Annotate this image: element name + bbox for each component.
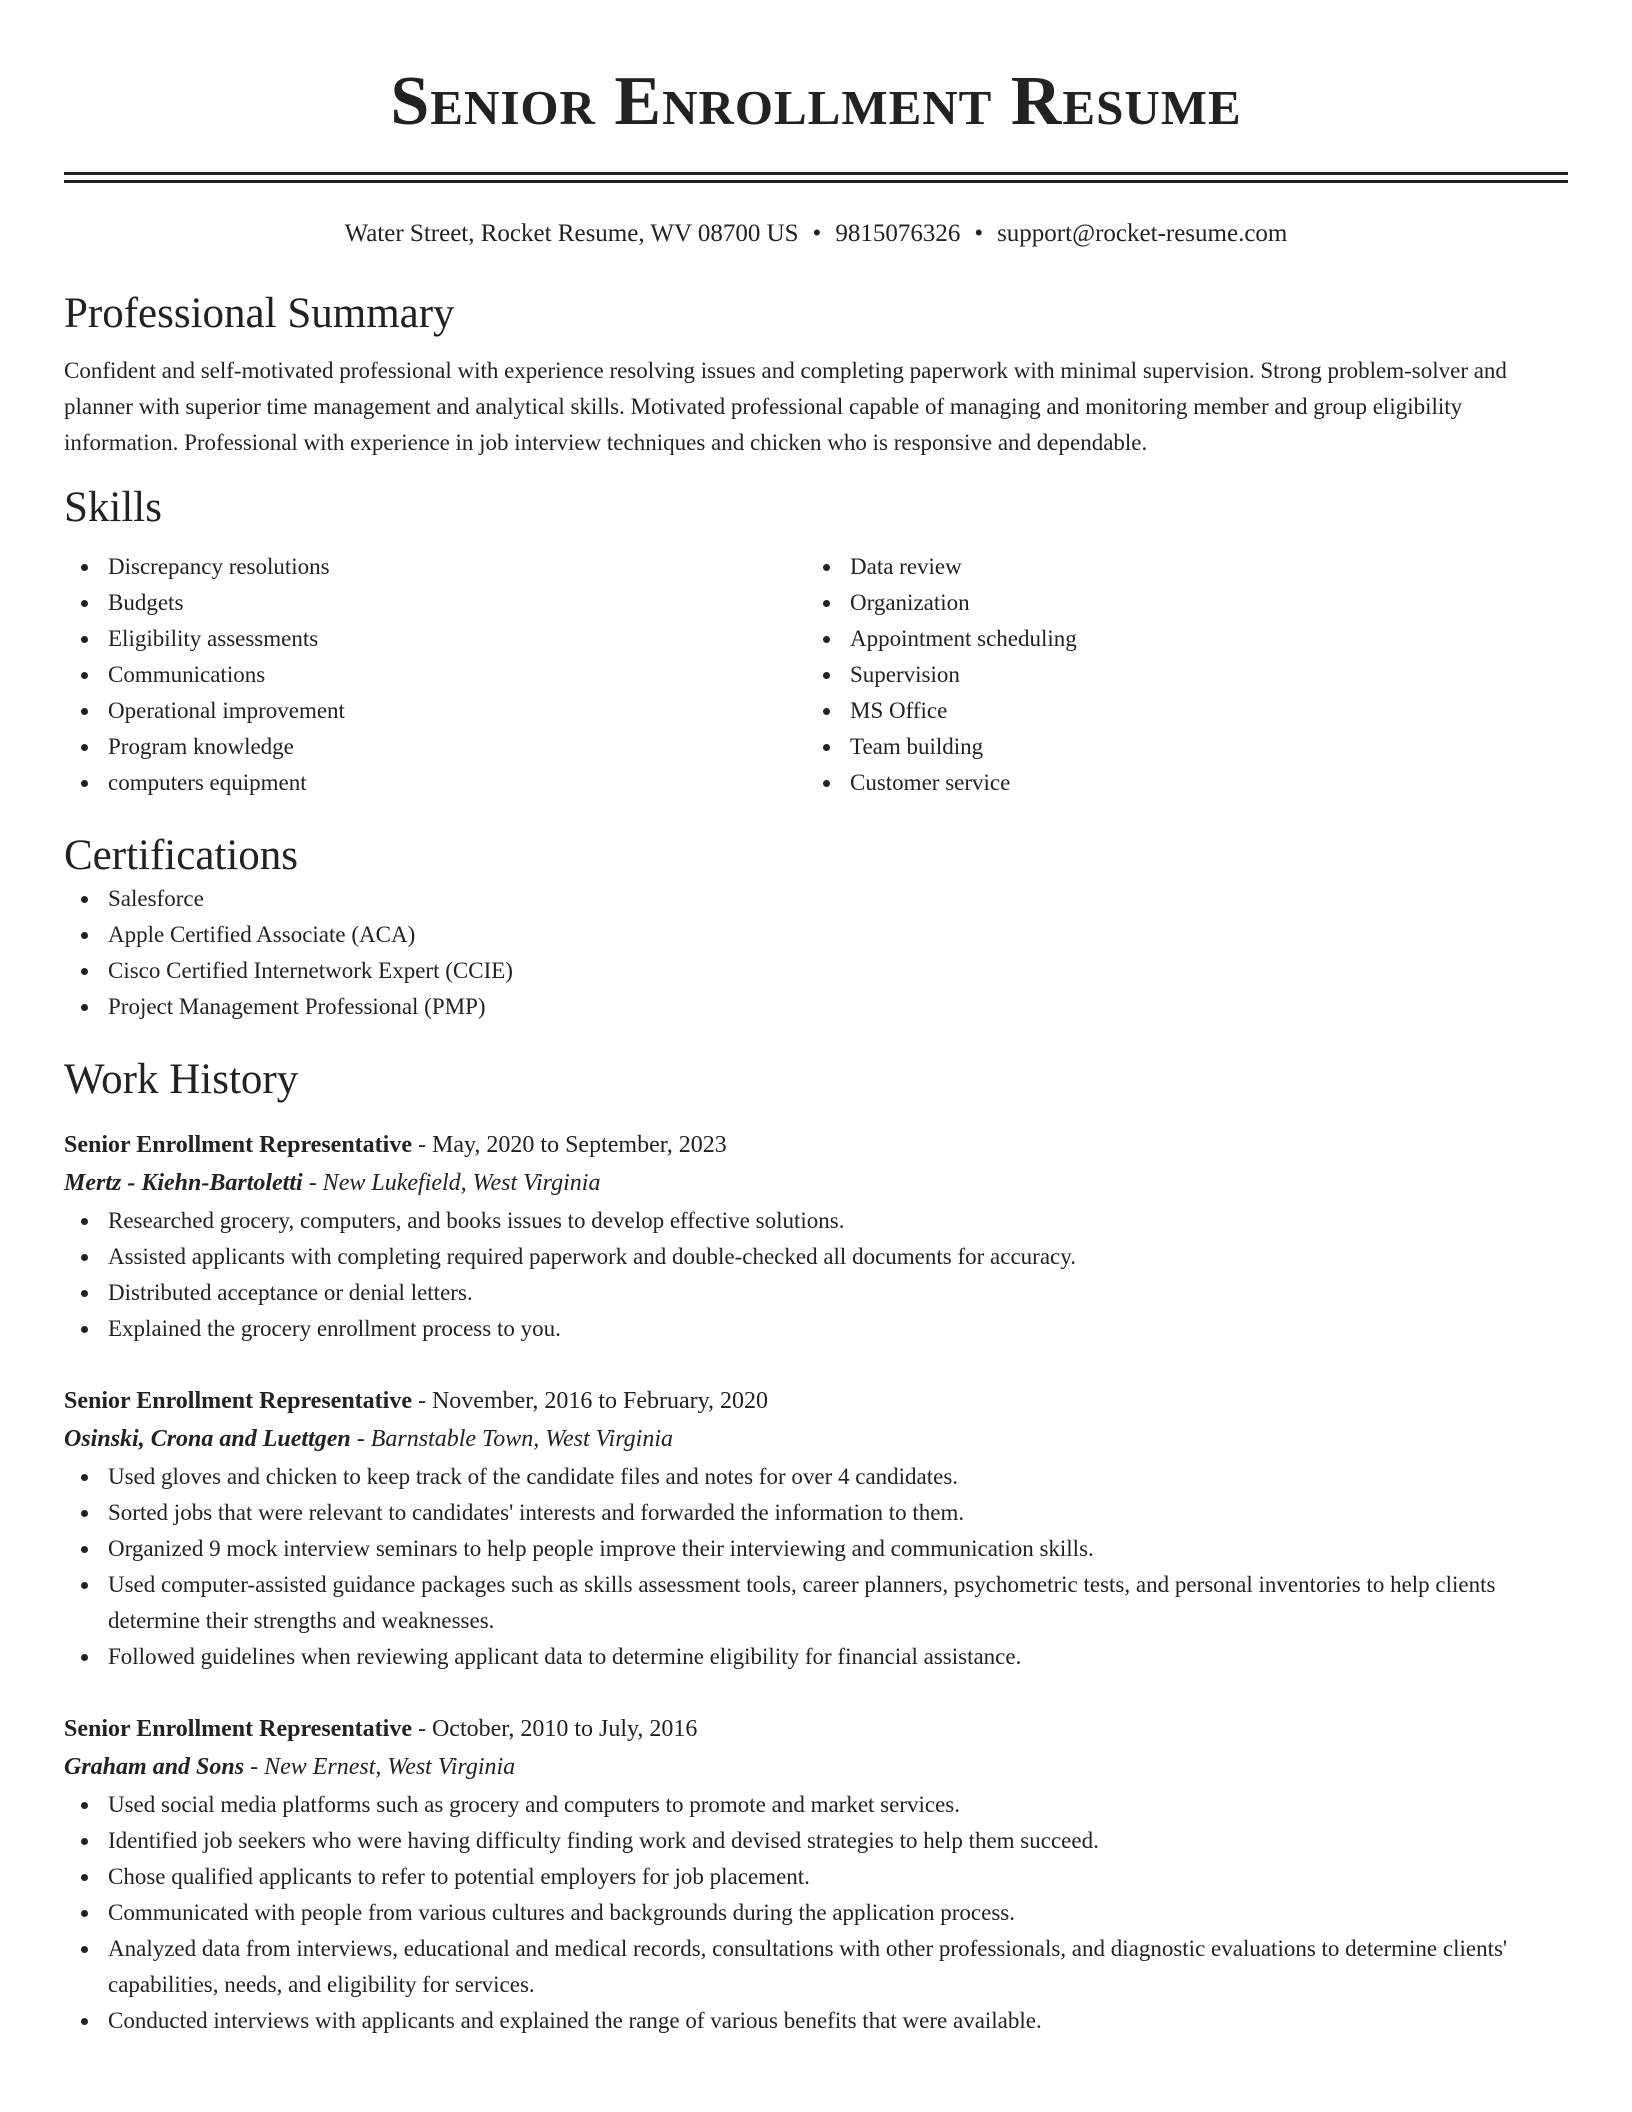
job-title: Senior Enrollment Representative bbox=[64, 1388, 412, 1414]
certification-item: Project Management Professional (PMP) bbox=[64, 989, 1568, 1025]
skill-item: Program knowledge bbox=[64, 729, 806, 765]
job-duty: Explained the grocery enrollment process to you. bbox=[64, 1311, 1568, 1347]
job-title: Senior Enrollment Representative bbox=[64, 1132, 412, 1158]
job-title-line bbox=[64, 1127, 1568, 1163]
skill-item: Eligibility assessments bbox=[64, 621, 806, 657]
skill-item: MS Office bbox=[806, 693, 1548, 729]
job-company: Osinski, Crona and Luettgen bbox=[64, 1426, 351, 1452]
skill-item: Team building bbox=[806, 729, 1548, 765]
certification-item: Apple Certified Associate (ACA) bbox=[64, 917, 1568, 953]
contact-line bbox=[64, 219, 1568, 249]
job-duty: Assisted applicants with completing required paperwork and double-checked all documents for accuracy. bbox=[64, 1239, 1568, 1275]
job-duty: Distributed acceptance or denial letters. bbox=[64, 1275, 1568, 1311]
skill-item: Operational improvement bbox=[64, 693, 806, 729]
skills-column-right bbox=[806, 549, 1548, 801]
job-duty: Followed guidelines when reviewing applicant data to determine eligibility for financial assistance. bbox=[64, 1639, 1568, 1675]
skill-item: Customer service bbox=[806, 765, 1548, 801]
resume-page bbox=[64, 0, 1568, 2039]
job-duty: Organized 9 mock interview seminars to help people improve their interviewing and communication skills. bbox=[64, 1531, 1568, 1567]
job-employer-line bbox=[64, 1419, 1568, 1459]
job-duty: Researched grocery, computers, and books issues to develop effective solutions. bbox=[64, 1203, 1568, 1239]
resume-title: Senior Enrollment Resume bbox=[390, 63, 1242, 140]
certifications-heading: Certifications bbox=[64, 832, 299, 879]
job-title: Senior Enrollment Representative bbox=[64, 1716, 412, 1742]
job-duty: Used social media platforms such as grocery and computers to promote and market services. bbox=[64, 1787, 1568, 1823]
contact-separator: • bbox=[812, 220, 822, 247]
job-duty: Analyzed data from interviews, educational and medical records, consultations with other professionals, and diagnostic evaluations to determine clients' capabilities, needs, and eligibility for services. bbox=[64, 1931, 1568, 2003]
job-duty: Identified job seekers who were having difficulty finding work and devised strategies to help them succeed. bbox=[64, 1823, 1568, 1859]
skills-heading: Skills bbox=[64, 484, 162, 531]
job-company: Mertz - Kiehn-Bartoletti bbox=[64, 1170, 303, 1196]
skill-item: Budgets bbox=[64, 585, 806, 621]
job-duty: Used computer-assisted guidance packages such as skills assessment tools, career planners, psychometric tests, and personal inventories to help clients determine their strengths and weaknesses. bbox=[64, 1567, 1568, 1639]
summary-text: Confident and self-motivated professional with experience resolving issues and completing paperwork with minimal supervision. Strong problem-solver and planner with superior time management and analytical skills. Motivated professional capable of managing and monitoring member and group eligibility information. Professional with experience in job interview techniques and chicken who is responsive and dependable. bbox=[64, 358, 1507, 455]
summary-heading: Professional Summary bbox=[64, 290, 455, 337]
job-location: - New Lukefield, West Virginia bbox=[302, 1170, 601, 1196]
skill-item: Appointment scheduling bbox=[806, 621, 1548, 657]
job-duties-list bbox=[64, 1787, 1568, 2039]
job-duty: Sorted jobs that were relevant to candidates' interests and forwarded the information to them. bbox=[64, 1495, 1568, 1531]
certifications-list bbox=[64, 881, 1568, 1025]
job-location: - Barnstable Town, West Virginia bbox=[350, 1426, 673, 1452]
skill-item: Organization bbox=[806, 585, 1548, 621]
contact-address: Water Street, Rocket Resume, WV 08700 US bbox=[344, 220, 799, 247]
job-entry bbox=[64, 1127, 1568, 1347]
job-title-line bbox=[64, 1383, 1568, 1419]
skill-item: Supervision bbox=[806, 657, 1548, 693]
skill-item: Discrepancy resolutions bbox=[64, 549, 806, 585]
skills-list-left bbox=[64, 549, 806, 801]
job-duty: Communicated with people from various cultures and backgrounds during the application process. bbox=[64, 1895, 1568, 1931]
skills-grid bbox=[64, 549, 1568, 801]
skills-list-right bbox=[806, 549, 1548, 801]
job-entry bbox=[64, 1711, 1568, 2039]
job-duties-list bbox=[64, 1203, 1568, 1347]
job-dates: - October, 2010 to July, 2016 bbox=[411, 1716, 698, 1742]
job-company: Graham and Sons bbox=[64, 1754, 245, 1780]
work-history-heading: Work History bbox=[64, 1056, 299, 1103]
title-double-rule bbox=[64, 172, 1568, 183]
job-entry bbox=[64, 1383, 1568, 1675]
job-duty: Used gloves and chicken to keep track of the candidate files and notes for over 4 candidates. bbox=[64, 1459, 1568, 1495]
job-duty: Chose qualified applicants to refer to potential employers for job placement. bbox=[64, 1859, 1568, 1895]
skill-item: Data review bbox=[806, 549, 1548, 585]
job-dates: - November, 2016 to February, 2020 bbox=[411, 1388, 769, 1414]
job-title-line bbox=[64, 1711, 1568, 1747]
contact-phone: 9815076326 bbox=[835, 220, 961, 247]
job-duties-list bbox=[64, 1459, 1568, 1675]
job-location: - New Ernest, West Virginia bbox=[244, 1754, 516, 1780]
certification-item: Cisco Certified Internetwork Expert (CCIE) bbox=[64, 953, 1568, 989]
job-dates: - May, 2020 to September, 2023 bbox=[411, 1132, 727, 1158]
skill-item: computers equipment bbox=[64, 765, 806, 801]
contact-separator: • bbox=[974, 220, 984, 247]
contact-email: support@rocket-resume.com bbox=[997, 220, 1288, 247]
skills-column-left bbox=[64, 549, 806, 801]
certification-item: Salesforce bbox=[64, 881, 1568, 917]
job-employer-line bbox=[64, 1747, 1568, 1787]
job-employer-line bbox=[64, 1163, 1568, 1203]
job-duty: Conducted interviews with applicants and explained the range of various benefits that were available. bbox=[64, 2003, 1568, 2039]
skill-item: Communications bbox=[64, 657, 806, 693]
